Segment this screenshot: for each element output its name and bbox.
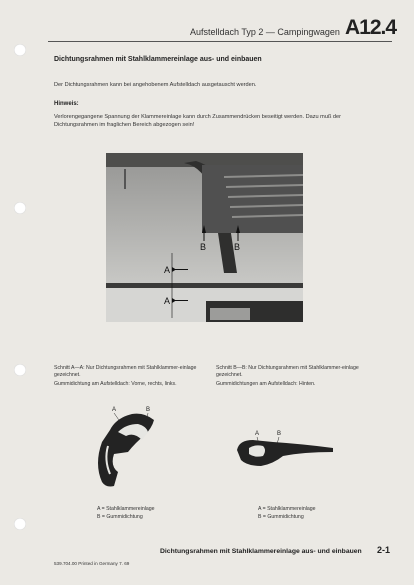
section-title: Dichtungsrahmen mit Stahlklammereinlage aus- und einbauen: [54, 56, 262, 63]
legend-right: [258, 505, 378, 521]
punch-hole: [14, 202, 26, 214]
legend-left: [97, 505, 217, 521]
caption-section-a-sub: Gummidichtung am Aufstelldach: Vorne, rechts, links.: [54, 381, 177, 387]
seal-profile-b-drawing: [233, 428, 337, 474]
header-title: Aufstelldach Typ 2 — Campingwagen: [190, 27, 340, 37]
footer-title: Dichtungsrahmen mit Stahlklammereinlage aus- und einbauen: [160, 548, 362, 555]
punch-hole: [14, 364, 26, 376]
print-number: 539.704.00 Printed in Germany 7. 69: [54, 561, 130, 566]
hint-text: Verlorengegangene Spannung der Klammereinlage kann durch Zusammendrücken beseitigt werden. Dazu muß der Dichtungsrahmen im fraglichen Bereich abgezogen sein!: [54, 114, 342, 128]
caption-section-a: Schnitt A—A: Nur Dichtungsrahmen mit Stahlklammer-einlage gezeichnet.: [54, 365, 197, 378]
legend-item-b: B = Gummidichtung: [258, 514, 304, 520]
profile-label-b: B: [277, 431, 282, 437]
seal-profile-a-drawing: [88, 402, 164, 490]
section-b-label: B: [234, 242, 241, 252]
punch-hole: [14, 518, 26, 530]
page-number: 2-1: [377, 545, 391, 555]
section-a-label: A: [164, 296, 171, 306]
caption-section-b-sub: Gummidichtungen am Aufstelldach: Hinten.: [216, 381, 316, 387]
section-a-label: A: [164, 265, 171, 275]
caption-section-b: Schnitt B—B: Nur Dichtungsrahmen mit Stahlklammer-einlage gezeichnet.: [216, 365, 359, 378]
profile-label-a: A: [112, 407, 117, 413]
legend-item-a: A = Stahlklammereinlage: [258, 506, 316, 512]
intro-text: Der Dichtungsrahmen kann bei angehobenem Aufstelldach ausgetauscht werden.: [54, 82, 257, 88]
legend-item-b: B = Gummidichtung: [97, 514, 143, 520]
header-code: A12.4: [345, 16, 397, 39]
hint-label: Hinweis:: [54, 101, 79, 107]
section-b-label: B: [200, 242, 207, 252]
legend-item-a: A = Stahlklammereinlage: [97, 506, 155, 512]
profile-label-a: A: [255, 431, 260, 437]
header-rule: [48, 41, 392, 42]
profile-label-b: B: [146, 407, 151, 413]
roof-seal-photo: [106, 153, 303, 322]
punch-hole: [14, 44, 26, 56]
